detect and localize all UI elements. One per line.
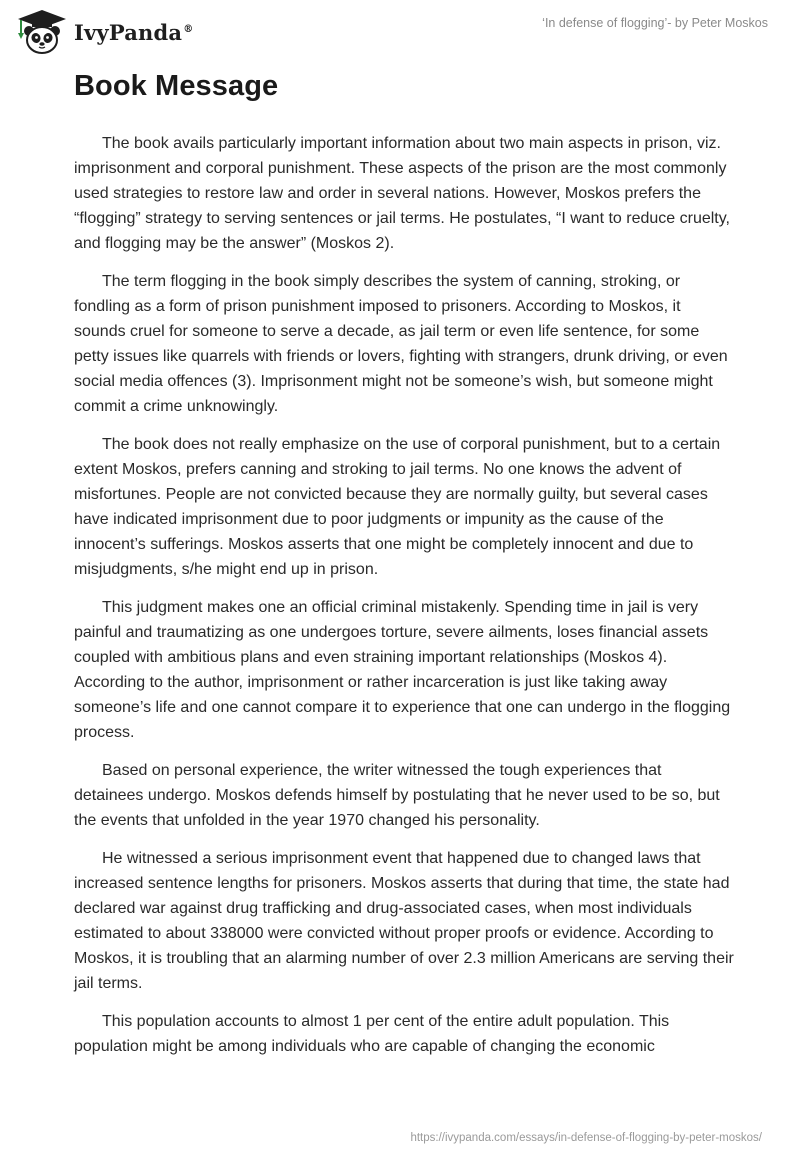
source-url-link[interactable]: https://ivypanda.com/essays/in-defense-of-flogging-by-peter-moskos/ — [410, 1132, 762, 1144]
paragraph: He witnessed a serious imprisonment event that happened due to changed laws that increased sentence lengths for prisoners. Moskos asserts that during that time, the state had declared war against drug trafficking and drug-associated cases, when most individuals estimated to about 338000 were convicted without proper proofs or evidence. According to Moskos, it is troubling that an alarming number of over 2.3 million Americans are serving their jail terms. — [74, 850, 734, 992]
paragraph: This population accounts to almost 1 per cent of the entire adult population. This population might be among individuals who are capable of changing the economic — [74, 1013, 670, 1055]
section-title: Book Message — [74, 70, 279, 102]
paragraph: The book does not really emphasize on the use of corporal punishment, but to a certain extent Moskos, prefers canning and stroking to jail terms. No one knows the advent of misfortunes. People are not convicted because they are normally guilty, but several cases have indicated imprisonment due to poor judgments or impunity as the cause of the innocent’s sufferings. Moskos asserts that one might be completely innocent and due to misjudgments, s/he might end up in prison. — [74, 436, 721, 578]
registered-mark: ® — [183, 23, 194, 35]
paragraph: Based on personal experience, the writer witnessed the tough experiences that detainees undergo. Moskos defends himself by postulating that he never used to be so, but the events that unfolded in the year 1970 changed his personality. — [74, 762, 720, 829]
page-header — [14, 8, 786, 56]
paragraph: This judgment makes one an official criminal mistakenly. Spending time in jail is very painful and traumatizing as one undergoes torture, severe ailments, loses financial assets coupled with ambitious plans and even straining important relationships (Moskos 4). According to the author, imprisonment or rather incarceration is just like taking away someone’s life and one cannot compare it to experience that one can undergo in the flogging process. — [74, 599, 731, 741]
brand-logo[interactable] — [14, 8, 193, 56]
paragraph: The term flogging in the book simply describes the system of canning, stroking, or fondling as a form of prison punishment imposed to prisoners. According to Moskos, it sounds cruel for someone to serve a decade, as jail term or even life sentence, for some petty issues like quarrels with friends or lovers, fighting with strangers, drunk driving, or even social media offences (3). Imprisonment might not be someone’s wish, but someone might commit a crime unknowingly. — [74, 273, 728, 415]
brand-name: IvyPanda® — [74, 19, 194, 45]
main-content — [74, 70, 734, 1072]
panda-graduate-icon — [14, 9, 70, 55]
paragraph: The book avails particularly important information about two main aspects in prison, viz. imprisonment and corporal punishment. These aspects of the prison are the most commonly used strategies to restore law and order in several nations. However, Moskos prefers the “flogging” strategy to serving sentences or jail terms. He postulates, “I want to reduce cruelty, and flogging may be the answer” (Moskos 2). — [74, 135, 730, 252]
running-title: ‘In defense of flogging’- by Peter Moskos — [542, 16, 768, 30]
